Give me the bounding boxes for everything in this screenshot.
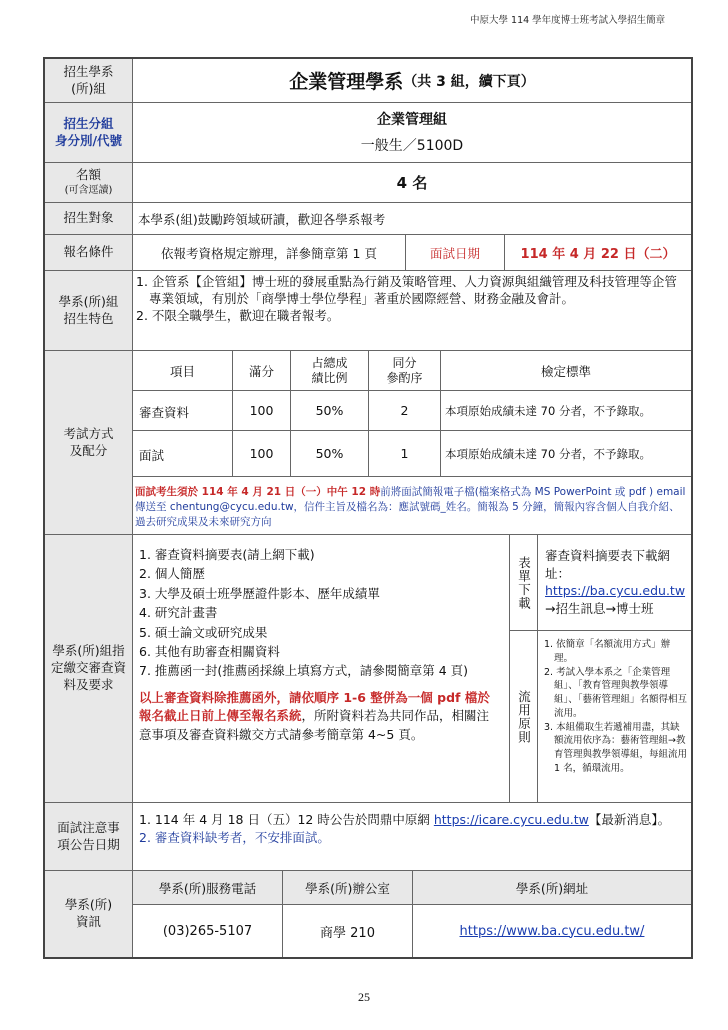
info-phone: (03)265-5107 (133, 905, 283, 957)
target-label: 招生對象 (45, 203, 133, 235)
transfer-rule-1: 1. 依簡章「名額流用方式」辦理。 (544, 639, 671, 664)
exam-header-score: 滿分 (233, 351, 291, 391)
condition-label: 報名條件 (45, 235, 133, 271)
target-value: 本學系(組)鼓勵跨領域研讀，歡迎各學系報考 (133, 203, 691, 235)
docs-item-1: 1. 審查資料摘要表(請上網下載) (139, 547, 315, 562)
dept-title-cell (133, 59, 691, 103)
exam-header-ratio: 占總成 績比例 (291, 351, 369, 391)
group-code: 一般生／5100D (360, 138, 464, 154)
docs-item-6: 6. 其他有助審查相關資料 (139, 643, 280, 659)
transfer-rule-2: 2. 考試入學本系之「企業管理組」、「教育管理與教學領導組」、「藝術管理組」名額得相互流用。 (544, 666, 688, 719)
exam-row1-item: 審查資料 (133, 391, 233, 431)
features-item-1: 1. 企管系【企管組】博士班的發展重點為行銷及策略管理、人力資源與組織管理及科技管理等企管專業領域，有別於「商學博士學位學程」著重於國際經營、財務金融及會計。 (136, 274, 677, 306)
form-download-link[interactable]: https://ba.cycu.edu.tw (545, 583, 686, 598)
docs-item-2: 2. 個人簡歷 (139, 566, 205, 582)
info-url[interactable]: https://www.ba.cycu.edu.tw/ (459, 923, 645, 939)
condition-value: 依報考資格規定辦理，詳參簡章第 1 頁 (133, 235, 405, 271)
docs-note-rest: ，所附資料若為共同作品，相關注意事項及審查資料繳交方式請參考簡章第 4~5 頁。 (139, 708, 490, 743)
notice-link[interactable]: https://icare.cycu.edu.tw (433, 812, 589, 827)
interview-date-value: 114 年 4 月 22 日（二） (505, 235, 691, 271)
form-download-label-cell (510, 535, 538, 631)
exam-row2-standard: 本項原始成績未達 70 分者，不予錄取。 (441, 431, 691, 477)
exam-header-order: 同分 參酌序 (369, 351, 441, 391)
docs-item-7: 7. 推薦函一封(推薦函採線上填寫方式，請參閱簡章第 4 頁) (139, 663, 469, 679)
exam-header-item: 項目 (133, 351, 233, 391)
notice-cell (133, 803, 691, 871)
notice-label: 面試注意事 項公告日期 (45, 803, 133, 871)
docs-item-3: 3. 大學及碩士班學歷證件影本、歷年成績單 (139, 585, 380, 601)
exam-row2-order: 1 (369, 431, 441, 477)
quota-value: 4 名 (133, 163, 691, 203)
quota-label: 名額 (75, 167, 101, 183)
group-label: 招生分組 身分別/代號 (45, 103, 133, 163)
exam-row1-ratio: 50% (291, 391, 369, 431)
exam-note (133, 477, 691, 535)
notice-item-1: 1. 114 年 4 月 18 日（五）12 時公告於問鼎中原網 https://icare.cycu.edu.tw【最新消息】。 (139, 812, 671, 827)
group-cell (133, 103, 691, 163)
features-item-2: 2. 不限全職學生，歡迎在職者報考。 (136, 307, 340, 323)
exam-note-rest: 前將面試簡報電子檔(檔案格式為 MS PowerPoint 或 pdf ) email 傳送至 chentung@cycu.edu.tw，信件主旨及檔名為：應試號碼_姓名。簡報為 5 分鐘，簡報內容含個人自我介紹、過去研究成果及未來研究方向 (135, 486, 686, 529)
info-header-office: 學系(所)辦公室 (283, 871, 413, 905)
exam-row2-score: 100 (233, 431, 291, 477)
transfer-rule-cell (538, 631, 691, 803)
exam-row2-ratio: 50% (291, 431, 369, 477)
exam-row1-order: 2 (369, 391, 441, 431)
exam-row1-score: 100 (233, 391, 291, 431)
exam-label: 考試方式 及配分 (45, 351, 133, 535)
features-cell (133, 271, 691, 351)
form-download-cell (538, 535, 691, 631)
info-url-cell (413, 905, 691, 957)
quota-label-note: (可含逕讀) (64, 185, 113, 197)
dept-title: 企業管理學系 (289, 71, 404, 93)
info-office: 商學 210 (283, 905, 413, 957)
transfer-rule-label-cell (510, 631, 538, 803)
form-download-label: 表單下載 (516, 555, 532, 610)
info-label: 學系(所) 資訊 (45, 871, 133, 957)
page-number: 25 (358, 990, 370, 1004)
exam-header-standard: 檢定標準 (441, 351, 691, 391)
notice-item-2: 2. 審查資料缺考者，不安排面試。 (139, 830, 330, 846)
docs-list-cell (133, 535, 510, 803)
docs-item-4: 4. 研究計畫書 (139, 605, 218, 621)
form-download-path: →招生訊息→博士班 (545, 600, 654, 616)
info-header-url: 學系(所)網址 (413, 871, 691, 905)
quota-label-cell (45, 163, 133, 203)
docs-label: 學系(所)組指 定繳交審查資 料及要求 (45, 535, 133, 803)
docs-item-5: 5. 碩士論文或研究成果 (139, 624, 268, 640)
form-download-text: 審查資料摘要表下載網址： (545, 548, 671, 581)
info-header-phone: 學系(所)服務電話 (133, 871, 283, 905)
page-header: 中原大學 114 學年度博士班考試入學招生簡章 (470, 15, 666, 26)
dept-note: （共 3 組，續下頁） (403, 73, 535, 90)
group-name: 企業管理組 (377, 112, 447, 128)
transfer-rule-label: 流用原則 (516, 689, 532, 744)
interview-date-label: 面試日期 (405, 235, 505, 271)
exam-row2-item: 面試 (133, 431, 233, 477)
features-label: 學系(所)組 招生特色 (45, 271, 133, 351)
transfer-rule-3: 3. 本組備取生若遞補用盡，其缺額流用依序為：藝術管理組→教育管理與教學領導組，每組流用 1 名，循環流用。 (544, 721, 688, 774)
dept-label: 招生學系 (所)組 (45, 59, 133, 103)
exam-row1-standard: 本項原始成績未達 70 分者，不予錄取。 (441, 391, 691, 431)
docs-note (139, 689, 499, 745)
docs-note-bold: 以上審查資料除推薦函外，請依順序 1-6 整併為一個 pdf 檔於報名截止日前上傳至報名系統 (139, 689, 490, 724)
exam-note-bold: 面試考生須於 114 年 4 月 21 日（一）中午 12 時 (135, 486, 381, 498)
admission-table (43, 57, 693, 959)
